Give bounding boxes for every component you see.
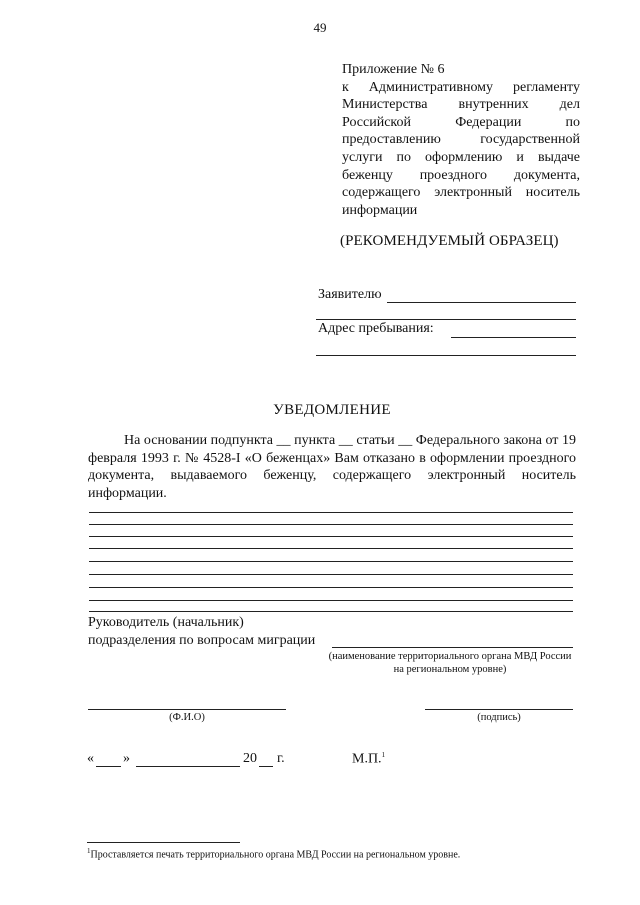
address-line-2 bbox=[316, 355, 576, 356]
address-label: Адрес пребывания: bbox=[318, 321, 434, 336]
signer-position-line2: подразделения по вопросам миграции bbox=[88, 633, 316, 648]
month-line bbox=[136, 766, 240, 767]
day-line bbox=[96, 766, 121, 767]
page-number: 49 bbox=[313, 20, 327, 35]
fio-line bbox=[88, 709, 286, 710]
footnote-text: Проставляется печать территориального органа МВД России на региональном уровне. bbox=[90, 849, 461, 861]
address-line-1 bbox=[451, 337, 576, 338]
year-prefix: 20 bbox=[243, 751, 257, 766]
org-caption-2: на региональном уровне) bbox=[393, 664, 507, 675]
notice-paragraph: На основании подпункта __ пункта __ статьи __ Федерального закона от 19 февраля 1993 г. № 4528-I «О беженцах» Вам отказано в оформлении проездного документа, выдаваемого беженцу, содержащего электронный носитель информации. bbox=[88, 433, 576, 501]
reason-line-4 bbox=[89, 548, 573, 549]
year-line bbox=[259, 766, 273, 767]
reason-line-6 bbox=[89, 574, 573, 575]
footnote-separator bbox=[87, 842, 240, 843]
signature-caption: (подпись) bbox=[477, 712, 521, 723]
org-caption-1: (наименование территориального органа МВД России bbox=[328, 651, 572, 662]
year-suffix: г. bbox=[277, 751, 285, 766]
reason-line-9 bbox=[89, 611, 573, 612]
org-name-line bbox=[332, 647, 573, 648]
applicant-line-2 bbox=[316, 319, 576, 320]
reason-line-7 bbox=[89, 587, 573, 588]
stamp-place bbox=[352, 751, 385, 768]
stamp-label: М.П. bbox=[352, 751, 382, 767]
date-close-quote: » bbox=[123, 751, 130, 766]
signature-line bbox=[425, 709, 573, 710]
reason-line-5 bbox=[89, 561, 573, 562]
appendix-body: к Административному регламенту Министерства внутренних дел Российской Федерации по предоставлению государственной услуги по оформлению и выдаче беженцу проездного документа, содержащего электронный носитель информации bbox=[342, 79, 580, 218]
reason-line-8 bbox=[89, 600, 573, 601]
reason-line-3 bbox=[89, 536, 573, 537]
reason-line-1 bbox=[89, 512, 573, 513]
appendix-block bbox=[342, 61, 580, 219]
sample-label: (РЕКОМЕНДУЕМЫЙ ОБРАЗЕЦ) bbox=[340, 233, 559, 249]
date-open-quote: « bbox=[87, 751, 94, 766]
fio-caption: (Ф.И.О) bbox=[169, 712, 205, 723]
applicant-line-1 bbox=[387, 302, 576, 303]
footnote bbox=[87, 847, 460, 860]
applicant-label: Заявителю bbox=[318, 287, 382, 302]
reason-line-2 bbox=[89, 524, 573, 525]
footnote-marker: 1 bbox=[87, 847, 91, 855]
appendix-title: Приложение № 6 bbox=[342, 62, 445, 77]
notice-title: УВЕДОМЛЕНИЕ bbox=[273, 402, 391, 418]
signer-position-line1: Руководитель (начальник) bbox=[88, 615, 244, 630]
stamp-footnote-ref: 1 bbox=[381, 751, 386, 759]
